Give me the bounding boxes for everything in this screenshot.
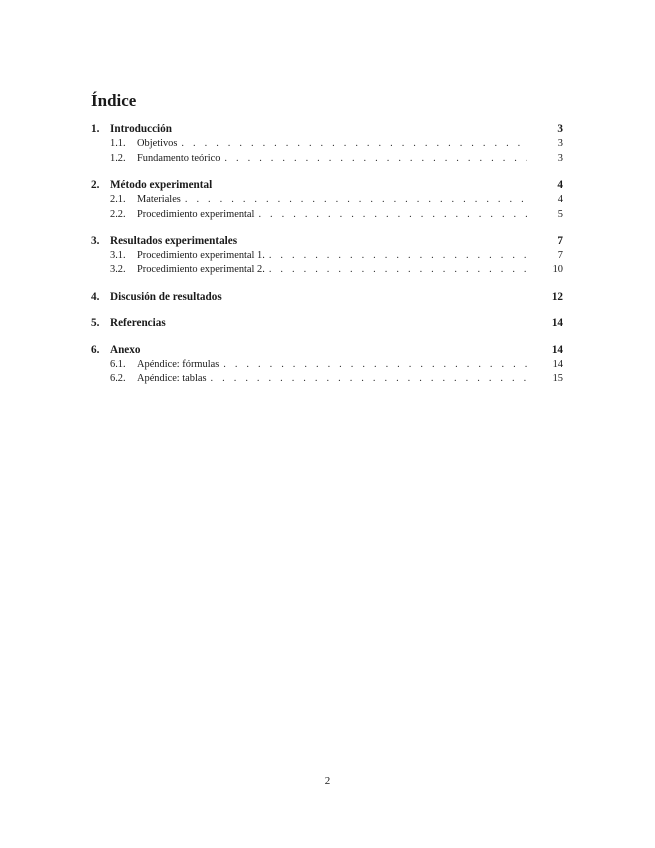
- section-page: 4: [557, 178, 563, 191]
- page-number: 2: [324, 775, 331, 787]
- section-title: Método experimental: [110, 178, 213, 191]
- subsection-number: 1.1.: [110, 138, 126, 149]
- toc-section[interactable]: [91, 290, 563, 305]
- subsection-page: 10: [552, 264, 563, 276]
- section-number: 5.: [91, 317, 100, 330]
- section-title: Introducción: [110, 123, 172, 135]
- section-page: 14: [551, 343, 563, 356]
- section-number: 1.: [91, 123, 100, 135]
- subsection-number: 2.2.: [110, 208, 126, 220]
- toc-section[interactable]: [91, 122, 563, 137]
- dot-leader: [181, 137, 527, 152]
- subsection-page: 14: [552, 358, 563, 370]
- section-page: 14: [551, 317, 563, 330]
- toc-heading: Índice: [91, 91, 137, 110]
- subsection-title: Procedimiento experimental: [137, 208, 255, 220]
- subsection-title: Objetivos: [137, 138, 178, 149]
- subsection-title: Apéndice: tablas: [137, 373, 207, 385]
- section-page: 3: [557, 123, 563, 135]
- dot-leader: [258, 208, 527, 223]
- toc-subsection[interactable]: [91, 193, 563, 208]
- subsection-title: Procedimiento experimental 2.: [137, 264, 265, 276]
- subsection-page: 3: [557, 152, 563, 164]
- toc-section[interactable]: [91, 343, 563, 358]
- section-number: 4.: [91, 290, 100, 303]
- dot-leader: [269, 249, 527, 264]
- section-number: 3.: [91, 234, 100, 247]
- section-number: 2.: [91, 178, 100, 191]
- toc-subsection[interactable]: [91, 152, 563, 167]
- subsection-number: 3.2.: [110, 264, 126, 276]
- subsection-title: Materiales: [137, 193, 181, 205]
- subsection-number: 6.1.: [110, 358, 126, 370]
- toc-subsection[interactable]: [91, 249, 563, 264]
- toc-section[interactable]: [91, 316, 563, 331]
- subsection-number: 3.1.: [110, 249, 126, 261]
- subsection-title: Procedimiento experimental 1.: [137, 249, 265, 261]
- section-title: Discusión de resultados: [110, 290, 222, 303]
- dot-leader: [224, 152, 527, 167]
- section-title: Resultados experimentales: [110, 234, 238, 247]
- toc-subsection[interactable]: [91, 358, 563, 373]
- dot-leader: [211, 372, 527, 387]
- section-page: 12: [551, 290, 563, 303]
- section-page: 7: [557, 234, 563, 247]
- toc-subsection[interactable]: [91, 263, 563, 278]
- subsection-page: 5: [557, 208, 563, 220]
- subsection-page: 3: [557, 138, 563, 149]
- toc-subsection[interactable]: [91, 137, 563, 152]
- subsection-title: Fundamento teórico: [137, 152, 221, 164]
- subsection-page: 7: [557, 249, 563, 261]
- toc-subsection[interactable]: [91, 208, 563, 223]
- subsection-title: Apéndice: fórmulas: [137, 358, 220, 370]
- section-title: Anexo: [110, 343, 141, 356]
- subsection-page: 4: [557, 193, 563, 205]
- section-number: 6.: [91, 343, 100, 356]
- section-title: Referencias: [110, 317, 166, 330]
- subsection-number: 1.2.: [110, 152, 126, 164]
- subsection-number: 6.2.: [110, 373, 126, 385]
- subsection-number: 2.1.: [110, 193, 126, 205]
- table-of-contents: [91, 122, 563, 387]
- toc-section[interactable]: [91, 234, 563, 249]
- subsection-page: 15: [552, 373, 563, 385]
- toc-section[interactable]: [91, 178, 563, 193]
- dot-leader: [185, 193, 527, 208]
- toc-subsection[interactable]: [91, 372, 563, 387]
- dot-leader: [223, 358, 527, 373]
- dot-leader: [269, 263, 527, 278]
